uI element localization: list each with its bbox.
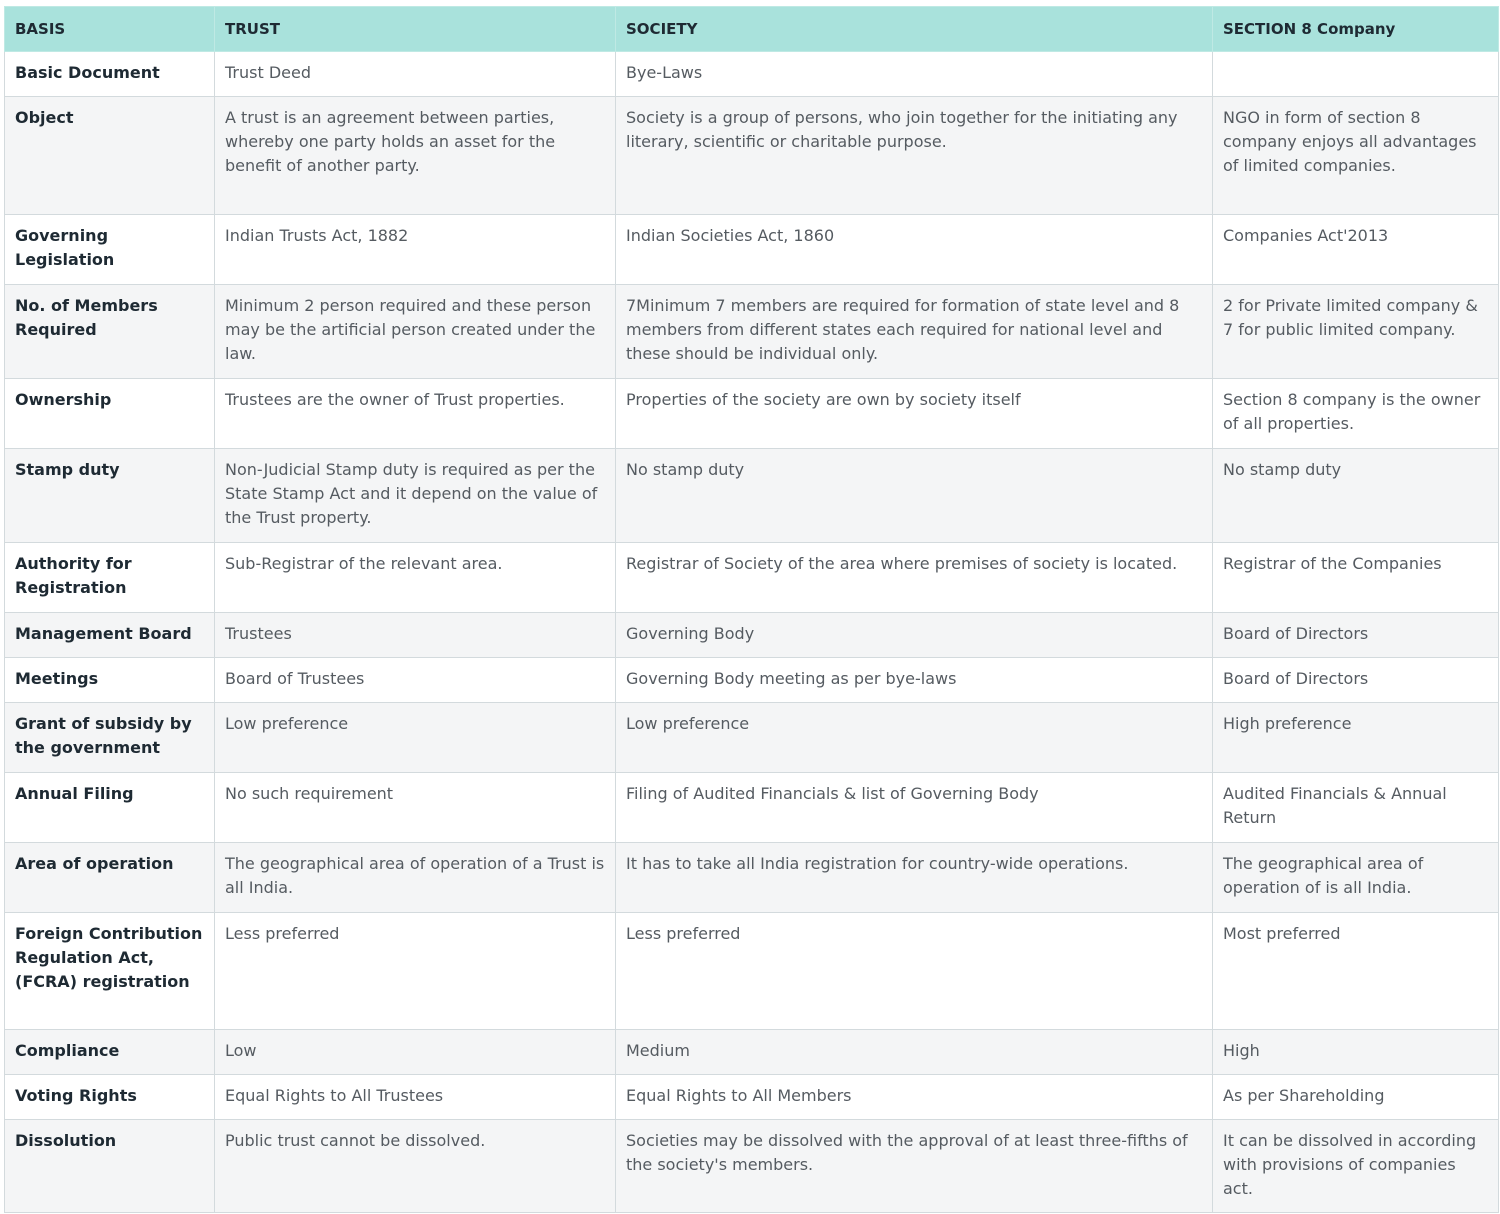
comparison-table-wrapper	[4, 6, 1498, 1213]
society-cell: Medium	[616, 1030, 1213, 1075]
basis-cell: Stamp duty	[5, 449, 215, 543]
trust-cell: Low	[215, 1030, 616, 1075]
trust-cell: Less preferred	[215, 913, 616, 1030]
society-cell: It has to take all India registration for country-wide operations.	[616, 843, 1213, 913]
basis-cell: Ownership	[5, 379, 215, 449]
basis-cell: Compliance	[5, 1030, 215, 1075]
trust-cell: Non-Judicial Stamp duty is required as per the State Stamp Act and it depend on the value of the Trust property.	[215, 449, 616, 543]
basis-cell: Voting Rights	[5, 1075, 215, 1120]
trust-cell: Equal Rights to All Trustees	[215, 1075, 616, 1120]
society-cell: Filing of Audited Financials & list of Governing Body	[616, 773, 1213, 843]
table-row	[5, 1075, 1499, 1120]
trust-cell: Low preference	[215, 703, 616, 773]
trust-cell: Trust Deed	[215, 52, 616, 97]
trust-cell: Indian Trusts Act, 1882	[215, 215, 616, 285]
basis-cell: Foreign Contribution Regulation Act, (FCRA) registration	[5, 913, 215, 1030]
section8-cell	[1213, 52, 1499, 97]
society-cell: Society is a group of persons, who join together for the initiating any literary, scientific or charitable purpose.	[616, 97, 1213, 215]
table-row	[5, 913, 1499, 1030]
header-section8: SECTION 8 Company	[1213, 7, 1499, 52]
table-row	[5, 379, 1499, 449]
trust-cell: Trustees	[215, 613, 616, 658]
basis-cell: Meetings	[5, 658, 215, 703]
table-row	[5, 843, 1499, 913]
society-cell: Less preferred	[616, 913, 1213, 1030]
section8-cell: Audited Financials & Annual Return	[1213, 773, 1499, 843]
trust-cell: Board of Trustees	[215, 658, 616, 703]
society-cell: Governing Body meeting as per bye-laws	[616, 658, 1213, 703]
basis-cell: Management Board	[5, 613, 215, 658]
society-cell: Bye-Laws	[616, 52, 1213, 97]
society-cell: 7Minimum 7 members are required for formation of state level and 8 members from different states each required for national level and these should be individual only.	[616, 285, 1213, 379]
header-trust: TRUST	[215, 7, 616, 52]
table-row	[5, 1120, 1499, 1213]
basis-cell: Grant of subsidy by the government	[5, 703, 215, 773]
basis-cell: Object	[5, 97, 215, 215]
table-row	[5, 449, 1499, 543]
table-row	[5, 215, 1499, 285]
basis-cell: Annual Filing	[5, 773, 215, 843]
society-cell: Low preference	[616, 703, 1213, 773]
table-row	[5, 97, 1499, 215]
section8-cell: Registrar of the Companies	[1213, 543, 1499, 613]
trust-cell: A trust is an agreement between parties, whereby one party holds an asset for the benefit of another party.	[215, 97, 616, 215]
trust-cell: Public trust cannot be dissolved.	[215, 1120, 616, 1213]
basis-cell: Basic Document	[5, 52, 215, 97]
section8-cell: Board of Directors	[1213, 658, 1499, 703]
society-cell: Registrar of Society of the area where premises of society is located.	[616, 543, 1213, 613]
trust-cell: Trustees are the owner of Trust properties.	[215, 379, 616, 449]
trust-cell: Sub-Registrar of the relevant area.	[215, 543, 616, 613]
society-cell: Governing Body	[616, 613, 1213, 658]
society-cell: Indian Societies Act, 1860	[616, 215, 1213, 285]
basis-cell: Area of operation	[5, 843, 215, 913]
trust-cell: Minimum 2 person required and these person may be the artificial person created under the law.	[215, 285, 616, 379]
society-cell: Equal Rights to All Members	[616, 1075, 1213, 1120]
section8-cell: Section 8 company is the owner of all properties.	[1213, 379, 1499, 449]
table-row	[5, 613, 1499, 658]
section8-cell: It can be dissolved in according with provisions of companies act.	[1213, 1120, 1499, 1213]
table-row	[5, 285, 1499, 379]
section8-cell: High preference	[1213, 703, 1499, 773]
table-row	[5, 543, 1499, 613]
basis-cell: Governing Legislation	[5, 215, 215, 285]
header-society: SOCIETY	[616, 7, 1213, 52]
section8-cell: Companies Act'2013	[1213, 215, 1499, 285]
basis-cell: Authority for Registration	[5, 543, 215, 613]
society-cell: No stamp duty	[616, 449, 1213, 543]
header-row	[5, 7, 1499, 52]
society-cell: Societies may be dissolved with the approval of at least three-fifths of the society's members.	[616, 1120, 1213, 1213]
section8-cell: Most preferred	[1213, 913, 1499, 1030]
trust-cell: The geographical area of operation of a Trust is all India.	[215, 843, 616, 913]
section8-cell: No stamp duty	[1213, 449, 1499, 543]
trust-cell: No such requirement	[215, 773, 616, 843]
table-row	[5, 1030, 1499, 1075]
basis-cell: No. of Members Required	[5, 285, 215, 379]
section8-cell: High	[1213, 1030, 1499, 1075]
section8-cell: 2 for Private limited company & 7 for public limited company.	[1213, 285, 1499, 379]
section8-cell: Board of Directors	[1213, 613, 1499, 658]
comparison-table	[4, 6, 1499, 1213]
table-row	[5, 52, 1499, 97]
section8-cell: As per Shareholding	[1213, 1075, 1499, 1120]
section8-cell: NGO in form of section 8 company enjoys all advantages of limited companies.	[1213, 97, 1499, 215]
society-cell: Properties of the society are own by society itself	[616, 379, 1213, 449]
basis-cell: Dissolution	[5, 1120, 215, 1213]
table-row	[5, 773, 1499, 843]
section8-cell: The geographical area of operation of is all India.	[1213, 843, 1499, 913]
table-row	[5, 703, 1499, 773]
header-basis: BASIS	[5, 7, 215, 52]
table-row	[5, 658, 1499, 703]
